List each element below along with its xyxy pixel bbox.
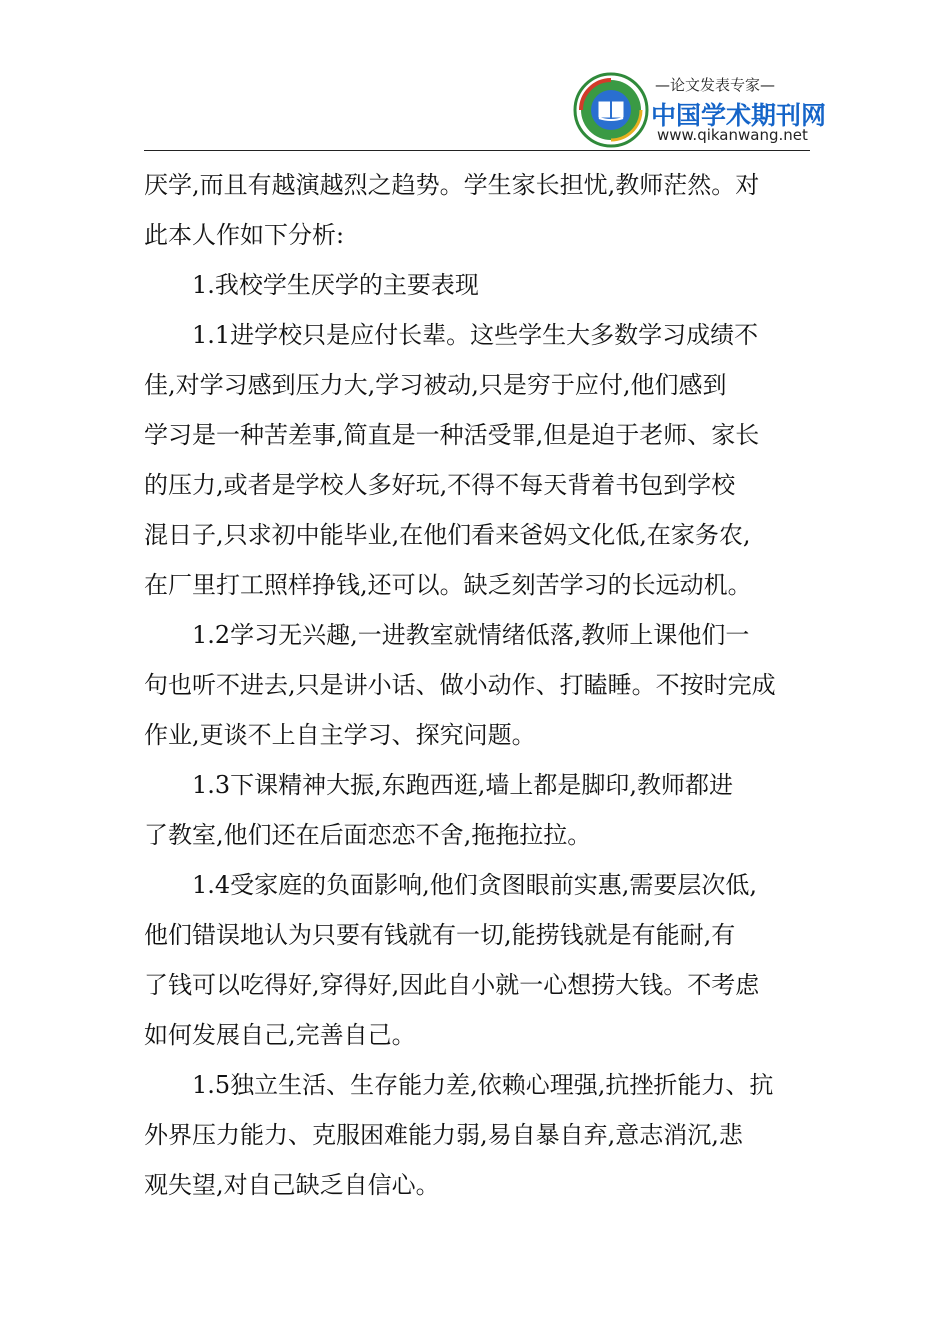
text-line: 1.2学习无兴趣,一进教室就情绪低落,教师上课他们一 <box>192 621 750 649</box>
text-line: 混日子,只求初中能毕业,在他们看来爸妈文化低,在家务农, <box>144 521 751 549</box>
text-line: 1.1进学校只是应付长辈。这些学生大多数学习成绩不 <box>192 321 759 349</box>
text-line: 他们错误地认为只要有钱就有一切,能捞钱就是有能耐,有 <box>144 921 736 949</box>
document-body <box>144 160 810 1210</box>
text-line: 学习是一种苦差事,简直是一种活受罪,但是迫于老师、家长 <box>144 421 760 449</box>
text-line: 1.3下课精神大振,东跑西逛,墙上都是脚印,教师都进 <box>192 771 734 799</box>
text-line: 1.4受家庭的负面影响,他们贪图眼前实惠,需要层次低, <box>192 871 758 899</box>
text-line: 佳,对学习感到压力大,学习被动,只是穷于应付,他们感到 <box>144 371 727 399</box>
logo-url[interactable]: www.qikanwang.net <box>657 126 808 144</box>
text-line: 如何发展自己,完善自己。 <box>144 1021 416 1049</box>
header-divider <box>144 150 810 151</box>
text-line: 观失望,对自己缺乏自信心。 <box>144 1171 440 1199</box>
text-line: 1.5独立生活、生存能力差,依赖心理强,抗挫折能力、抗 <box>192 1071 774 1099</box>
logo-tagline: —论文发表专家— <box>655 76 776 94</box>
book-emblem-icon <box>573 72 649 148</box>
site-logo[interactable] <box>573 72 827 146</box>
text-line: 在厂里打工照样挣钱,还可以。缺乏刻苦学习的长远动机。 <box>144 571 752 599</box>
text-line: 句也听不进去,只是讲小话、做小动作、打瞌睡。不按时完成 <box>144 671 776 699</box>
text-line: 了钱可以吃得好,穿得好,因此自小就一心想捞大钱。不考虑 <box>144 971 760 999</box>
text-line: 外界压力能力、克服困难能力弱,易自暴自弃,意志消沉,悲 <box>144 1121 743 1149</box>
text-line: 此本人作如下分析: <box>144 221 345 249</box>
text-line: 的压力,或者是学校人多好玩,不得不每天背着书包到学校 <box>144 471 736 499</box>
text-line: 作业,更谈不上自主学习、探究问题。 <box>144 721 536 749</box>
text-line: 厌学,而且有越演越烈之趋势。学生家长担忧,教师茫然。对 <box>144 171 760 199</box>
text-line: 了教室,他们还在后面恋恋不舍,拖拖拉拉。 <box>144 821 592 849</box>
section-heading: 1.我校学生厌学的主要表现 <box>192 271 479 299</box>
logo-name: 中国学术期刊网 <box>651 101 827 130</box>
